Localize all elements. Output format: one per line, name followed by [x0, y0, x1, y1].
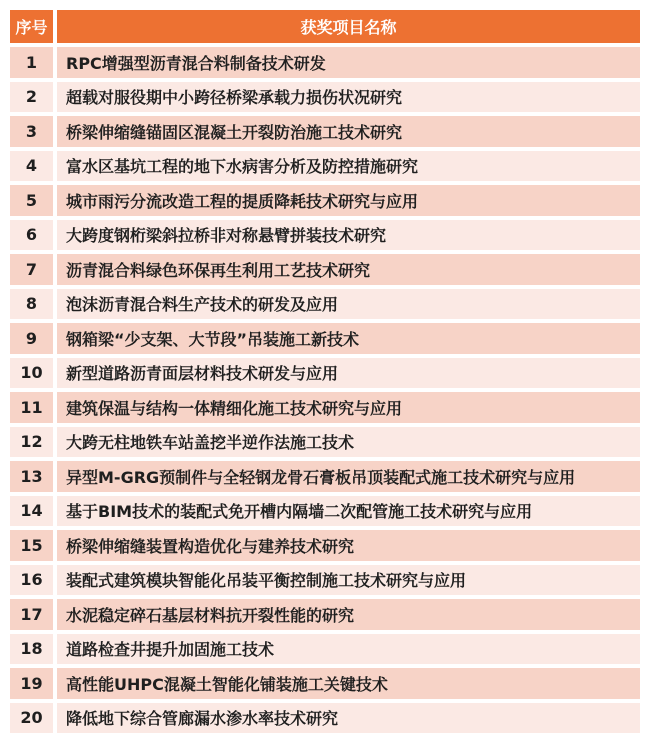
row-number-cell: 4	[10, 151, 53, 182]
header-row	[10, 10, 640, 43]
project-name-cell: 装配式建筑模块智能化吊装平衡控制施工技术研究与应用	[57, 565, 640, 596]
row-number-cell: 10	[10, 358, 53, 389]
project-name-cell: 高性能UHPC混凝土智能化铺装施工关键技术	[57, 668, 640, 699]
project-name-cell: 桥梁伸缩缝装置构造优化与建养技术研究	[57, 530, 640, 561]
row-number-cell: 11	[10, 392, 53, 423]
project-name-cell: 大跨无柱地铁车站盖挖半逆作法施工技术	[57, 427, 640, 458]
row-number-cell: 9	[10, 323, 53, 354]
project-name-cell: 建筑保温与结构一体精细化施工技术研究与应用	[57, 392, 640, 423]
row-number-cell: 1	[10, 47, 53, 78]
row-number-cell: 6	[10, 220, 53, 251]
project-name-cell: RPC增强型沥青混合料制备技术研发	[57, 47, 640, 78]
row-number-cell: 8	[10, 289, 53, 320]
project-name-cell: 超载对服役期中小跨径桥梁承载力损伤状况研究	[57, 82, 640, 113]
project-name-cell: 沥青混合料绿色环保再生利用工艺技术研究	[57, 254, 640, 285]
row-number-cell: 16	[10, 565, 53, 596]
table-header	[10, 10, 640, 43]
row-number-cell: 13	[10, 461, 53, 492]
row-number-cell: 12	[10, 427, 53, 458]
row-number-cell: 20	[10, 703, 53, 734]
project-name-cell: 降低地下综合管廊漏水渗水率技术研究	[57, 703, 640, 734]
table-row	[10, 82, 640, 113]
row-number-cell: 2	[10, 82, 53, 113]
project-name-cell: 泡沫沥青混合料生产技术的研发及应用	[57, 289, 640, 320]
table-row	[10, 151, 640, 182]
project-name-cell: 钢箱梁“少支架、大节段”吊装施工新技术	[57, 323, 640, 354]
table-row	[10, 634, 640, 665]
table-row	[10, 496, 640, 527]
table-row	[10, 116, 640, 147]
project-name-cell: 异型M-GRG预制件与全轻钢龙骨石膏板吊顶装配式施工技术研究与应用	[57, 461, 640, 492]
table-row	[10, 323, 640, 354]
table-row	[10, 530, 640, 561]
table-row	[10, 289, 640, 320]
table-row	[10, 703, 640, 734]
row-number-cell: 17	[10, 599, 53, 630]
row-number-cell: 18	[10, 634, 53, 665]
row-number-cell: 3	[10, 116, 53, 147]
table-row	[10, 254, 640, 285]
awards-table	[6, 6, 644, 737]
table-row	[10, 185, 640, 216]
table-row	[10, 668, 640, 699]
table-row	[10, 358, 640, 389]
project-name-cell: 桥梁伸缩缝锚固区混凝土开裂防治施工技术研究	[57, 116, 640, 147]
project-name-cell: 道路检查井提升加固施工技术	[57, 634, 640, 665]
table-row	[10, 427, 640, 458]
table-row	[10, 599, 640, 630]
header-cell-index: 序号	[10, 10, 53, 43]
row-number-cell: 19	[10, 668, 53, 699]
project-name-cell: 大跨度钢桁梁斜拉桥非对称悬臂拼装技术研究	[57, 220, 640, 251]
row-number-cell: 5	[10, 185, 53, 216]
table-row	[10, 461, 640, 492]
row-number-cell: 14	[10, 496, 53, 527]
project-name-cell: 基于BIM技术的装配式免开槽内隔墙二次配管施工技术研究与应用	[57, 496, 640, 527]
table-row	[10, 565, 640, 596]
project-name-cell: 新型道路沥青面层材料技术研发与应用	[57, 358, 640, 389]
project-name-cell: 城市雨污分流改造工程的提质降耗技术研究与应用	[57, 185, 640, 216]
table-body	[10, 47, 640, 733]
row-number-cell: 15	[10, 530, 53, 561]
table-row	[10, 392, 640, 423]
row-number-cell: 7	[10, 254, 53, 285]
table-row	[10, 47, 640, 78]
project-name-cell: 富水区基坑工程的地下水病害分析及防控措施研究	[57, 151, 640, 182]
table-row	[10, 220, 640, 251]
project-name-cell: 水泥稳定碎石基层材料抗开裂性能的研究	[57, 599, 640, 630]
header-cell-project-name: 获奖项目名称	[57, 10, 640, 43]
